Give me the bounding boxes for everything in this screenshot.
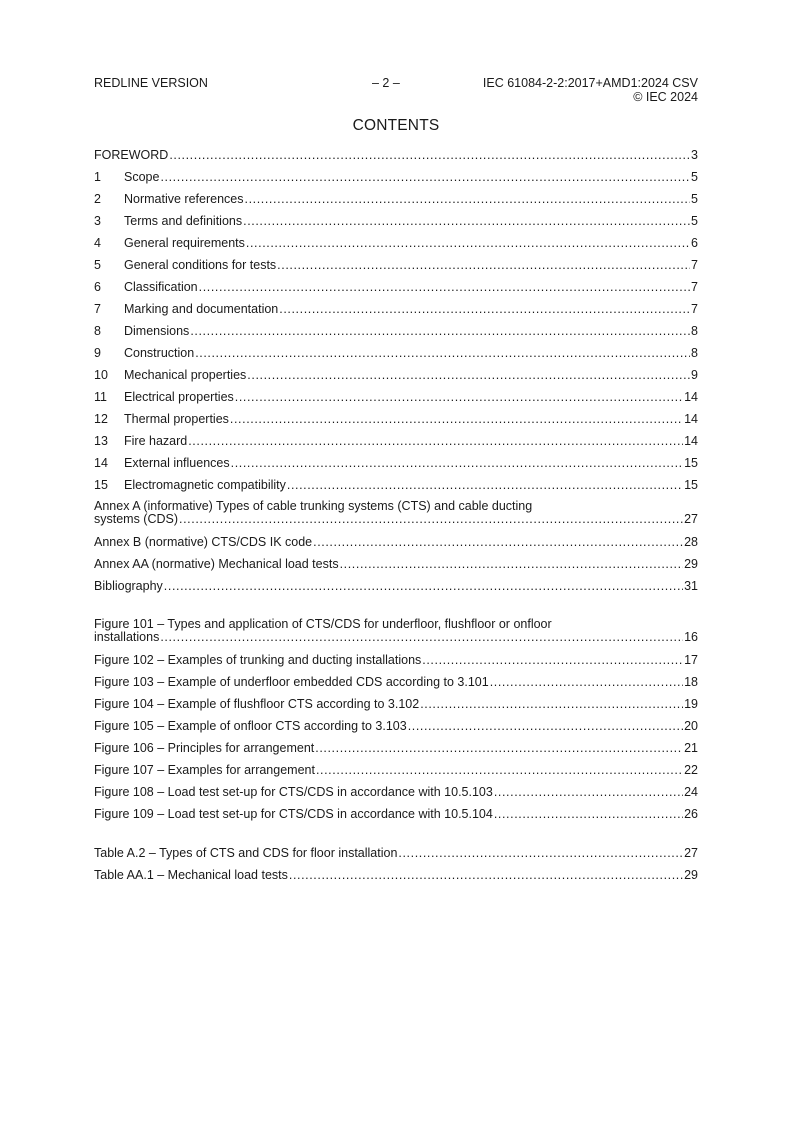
toc-entry-figure[interactable] <box>94 671 698 693</box>
toc-entry-page: 29 <box>684 557 698 571</box>
toc-entry-label: Bibliography <box>94 579 163 593</box>
toc-entry-figure[interactable] <box>94 693 698 715</box>
dot-leader <box>231 452 683 474</box>
toc-entry-clause[interactable] <box>94 386 698 408</box>
toc-entry-figure[interactable] <box>94 715 698 737</box>
toc-entry-page: 28 <box>684 535 698 549</box>
page-header <box>94 76 698 110</box>
toc-entry-annex-aa[interactable] <box>94 553 698 575</box>
dot-leader <box>246 232 690 254</box>
dot-leader <box>195 342 690 364</box>
toc-entry-label: Mechanical properties <box>124 368 247 382</box>
toc-entry-clause[interactable] <box>94 210 698 232</box>
clause-number: 6 <box>94 280 101 294</box>
toc-entry-label: Figure 108 – Load test set-up for CTS/CDS in accordance with 10.5.103 <box>94 785 493 799</box>
toc-entry-page: 7 <box>691 302 698 316</box>
toc-entry-label: Thermal properties <box>124 412 229 426</box>
toc-entry-label: Terms and definitions <box>124 214 243 228</box>
clause-number: 9 <box>94 346 101 360</box>
toc-entry-page: 22 <box>684 763 698 777</box>
dot-leader <box>398 842 683 864</box>
toc-entry-figure[interactable] <box>94 649 698 671</box>
toc-entry-label: Figure 106 – Principles for arrangement <box>94 741 315 755</box>
toc-entry-clause[interactable] <box>94 320 698 342</box>
toc-entry-label-line2: systems (CDS) <box>94 512 179 526</box>
dot-leader <box>164 575 683 597</box>
header-copyright: © IEC 2024 <box>633 90 698 104</box>
toc-entry-figure-101[interactable] <box>94 614 698 649</box>
toc-entry-page: 6 <box>691 236 698 250</box>
toc-entry-page: 29 <box>684 868 698 882</box>
toc-entry-label: Marking and documentation <box>124 302 279 316</box>
toc-entry-figure[interactable] <box>94 737 698 759</box>
toc-entry-page: 15 <box>684 456 698 470</box>
toc-entry-bibliography[interactable] <box>94 575 698 597</box>
toc-entry-label: Electromagnetic compatibility <box>124 478 286 492</box>
document-page <box>94 76 698 886</box>
clause-number: 3 <box>94 214 101 228</box>
toc-entry-label: FOREWORD <box>94 148 169 162</box>
toc-entry-page: 31 <box>684 579 698 593</box>
toc-entry-label-line2: installations <box>94 630 160 644</box>
toc-entry-clause[interactable] <box>94 188 698 210</box>
dot-leader <box>494 781 683 803</box>
toc-entry-label-line1: Annex A (informative) Types of cable trunking systems (CTS) and cable ducting <box>94 499 533 513</box>
toc-entry-label: Annex AA (normative) Mechanical load tests <box>94 557 339 571</box>
toc-entry-page: 16 <box>684 630 698 644</box>
dot-leader <box>490 671 683 693</box>
toc-entry-label: External influences <box>124 456 230 470</box>
dot-leader <box>289 864 683 886</box>
toc-entry-label: Figure 103 – Example of underfloor embedded CDS according to 3.101 <box>94 675 489 689</box>
toc-entry-label: Table AA.1 – Mechanical load tests <box>94 868 288 882</box>
toc-entry-label: Scope <box>124 170 160 184</box>
toc-entry-page: 5 <box>691 214 698 228</box>
dot-leader <box>316 759 683 781</box>
section-spacer <box>94 825 698 842</box>
clause-number: 8 <box>94 324 101 338</box>
dot-leader <box>160 631 683 644</box>
clause-number: 4 <box>94 236 101 250</box>
dot-leader <box>279 298 690 320</box>
toc-entry-label: Fire hazard <box>124 434 188 448</box>
clause-number: 11 <box>94 390 107 404</box>
dot-leader <box>420 693 683 715</box>
header-page-number: – 2 – <box>372 76 400 90</box>
toc-entry-clause[interactable] <box>94 452 698 474</box>
clause-number: 13 <box>94 434 108 448</box>
toc-entry-page: 5 <box>691 170 698 184</box>
toc-entry-clause[interactable] <box>94 166 698 188</box>
toc-entry-label: Construction <box>124 346 195 360</box>
toc-entry-label: Figure 102 – Examples of trunking and ducting installations <box>94 653 422 667</box>
toc-entry-clause[interactable] <box>94 254 698 276</box>
dot-leader <box>160 166 690 188</box>
dot-leader <box>247 364 690 386</box>
dot-leader <box>408 715 683 737</box>
toc-entry-clause[interactable] <box>94 276 698 298</box>
toc-entry-page: 18 <box>684 675 698 689</box>
toc-entry-clause[interactable] <box>94 342 698 364</box>
toc-entry-table[interactable] <box>94 864 698 886</box>
dot-leader <box>422 649 683 671</box>
toc-entry-figure[interactable] <box>94 803 698 825</box>
toc-entry-annex-a[interactable] <box>94 496 698 531</box>
header-version-label: REDLINE VERSION <box>94 76 208 90</box>
toc-entry-clause[interactable] <box>94 232 698 254</box>
toc-entry-page: 17 <box>684 653 698 667</box>
toc-entry-page: 3 <box>691 148 698 162</box>
dot-leader <box>235 386 683 408</box>
toc-entry-table[interactable] <box>94 842 698 864</box>
clause-number: 1 <box>94 170 101 184</box>
toc-entry-label: General conditions for tests <box>124 258 277 272</box>
toc-entry-label: Annex B (normative) CTS/CDS IK code <box>94 535 313 549</box>
toc-entry-clause[interactable] <box>94 430 698 452</box>
dot-leader <box>494 803 683 825</box>
dot-leader <box>199 276 690 298</box>
toc-entry-label: Figure 109 – Load test set-up for CTS/CDS in accordance with 10.5.104 <box>94 807 493 821</box>
toc-entry-page: 9 <box>691 368 698 382</box>
dot-leader <box>169 144 690 166</box>
toc-entry-clause[interactable] <box>94 364 698 386</box>
toc-entry-clause[interactable] <box>94 408 698 430</box>
dot-leader <box>243 210 690 232</box>
toc-entry-label: Figure 107 – Examples for arrangement <box>94 763 315 777</box>
dot-leader <box>188 430 683 452</box>
dot-leader <box>340 553 684 575</box>
toc-entry-page: 19 <box>684 697 698 711</box>
header-standard-code: IEC 61084-2-2:2017+AMD1:2024 CSV <box>482 76 698 90</box>
toc-entry-label: Electrical properties <box>124 390 234 404</box>
toc-entry-page: 8 <box>691 346 698 360</box>
dot-leader <box>277 254 690 276</box>
clause-number: 2 <box>94 192 101 206</box>
toc-entry-clause[interactable] <box>94 298 698 320</box>
toc-entry-page: 14 <box>684 412 698 426</box>
dot-leader <box>245 188 691 210</box>
toc-entry-figure[interactable] <box>94 759 698 781</box>
toc-entry-page: 5 <box>691 192 698 206</box>
toc-entry-label: Dimensions <box>124 324 190 338</box>
clause-number: 7 <box>94 302 101 316</box>
header-standard-id <box>483 76 698 104</box>
toc-entry-page: 8 <box>691 324 698 338</box>
toc-entry-page: 15 <box>684 478 698 492</box>
toc-entry-foreword[interactable] <box>94 144 698 166</box>
toc-entry-figure[interactable] <box>94 781 698 803</box>
toc-entry-page: 7 <box>691 280 698 294</box>
toc-entry-page: 20 <box>684 719 698 733</box>
toc-entry-page: 27 <box>684 846 698 860</box>
clause-number: 10 <box>94 368 108 382</box>
toc-entry-page: 27 <box>684 512 698 526</box>
dot-leader <box>230 408 683 430</box>
clause-number: 14 <box>94 456 108 470</box>
toc-entry-page: 21 <box>684 741 698 755</box>
toc-entry-page: 24 <box>684 785 698 799</box>
clause-number: 12 <box>94 412 108 426</box>
toc-entry-label: Classification <box>124 280 198 294</box>
toc-entry-page: 14 <box>684 390 698 404</box>
toc-entry-label: General requirements <box>124 236 245 250</box>
contents-title: CONTENTS <box>352 117 440 134</box>
dot-leader <box>179 513 683 526</box>
clause-number: 15 <box>94 478 108 492</box>
toc-entry-label: Table A.2 – Types of CTS and CDS for floor installation <box>94 846 398 860</box>
dot-leader <box>287 474 683 496</box>
toc-entry-annex-b[interactable] <box>94 531 698 553</box>
dot-leader <box>313 531 683 553</box>
toc-entry-label: Normative references <box>124 192 244 206</box>
table-of-contents <box>94 144 698 886</box>
toc-entry-label: Figure 105 – Example of onfloor CTS according to 3.103 <box>94 719 407 733</box>
dot-leader <box>190 320 690 342</box>
dot-leader <box>315 737 683 759</box>
toc-entry-page: 7 <box>691 258 698 272</box>
clause-number: 5 <box>94 258 101 272</box>
toc-entry-clause[interactable] <box>94 474 698 496</box>
toc-entry-page: 26 <box>684 807 698 821</box>
toc-entry-page: 14 <box>684 434 698 448</box>
section-spacer <box>94 597 698 614</box>
toc-entry-label: Figure 104 – Example of flushfloor CTS according to 3.102 <box>94 697 420 711</box>
toc-entry-label-line1: Figure 101 – Types and application of CTS/CDS for underfloor, flushfloor or onfloor <box>94 617 552 631</box>
